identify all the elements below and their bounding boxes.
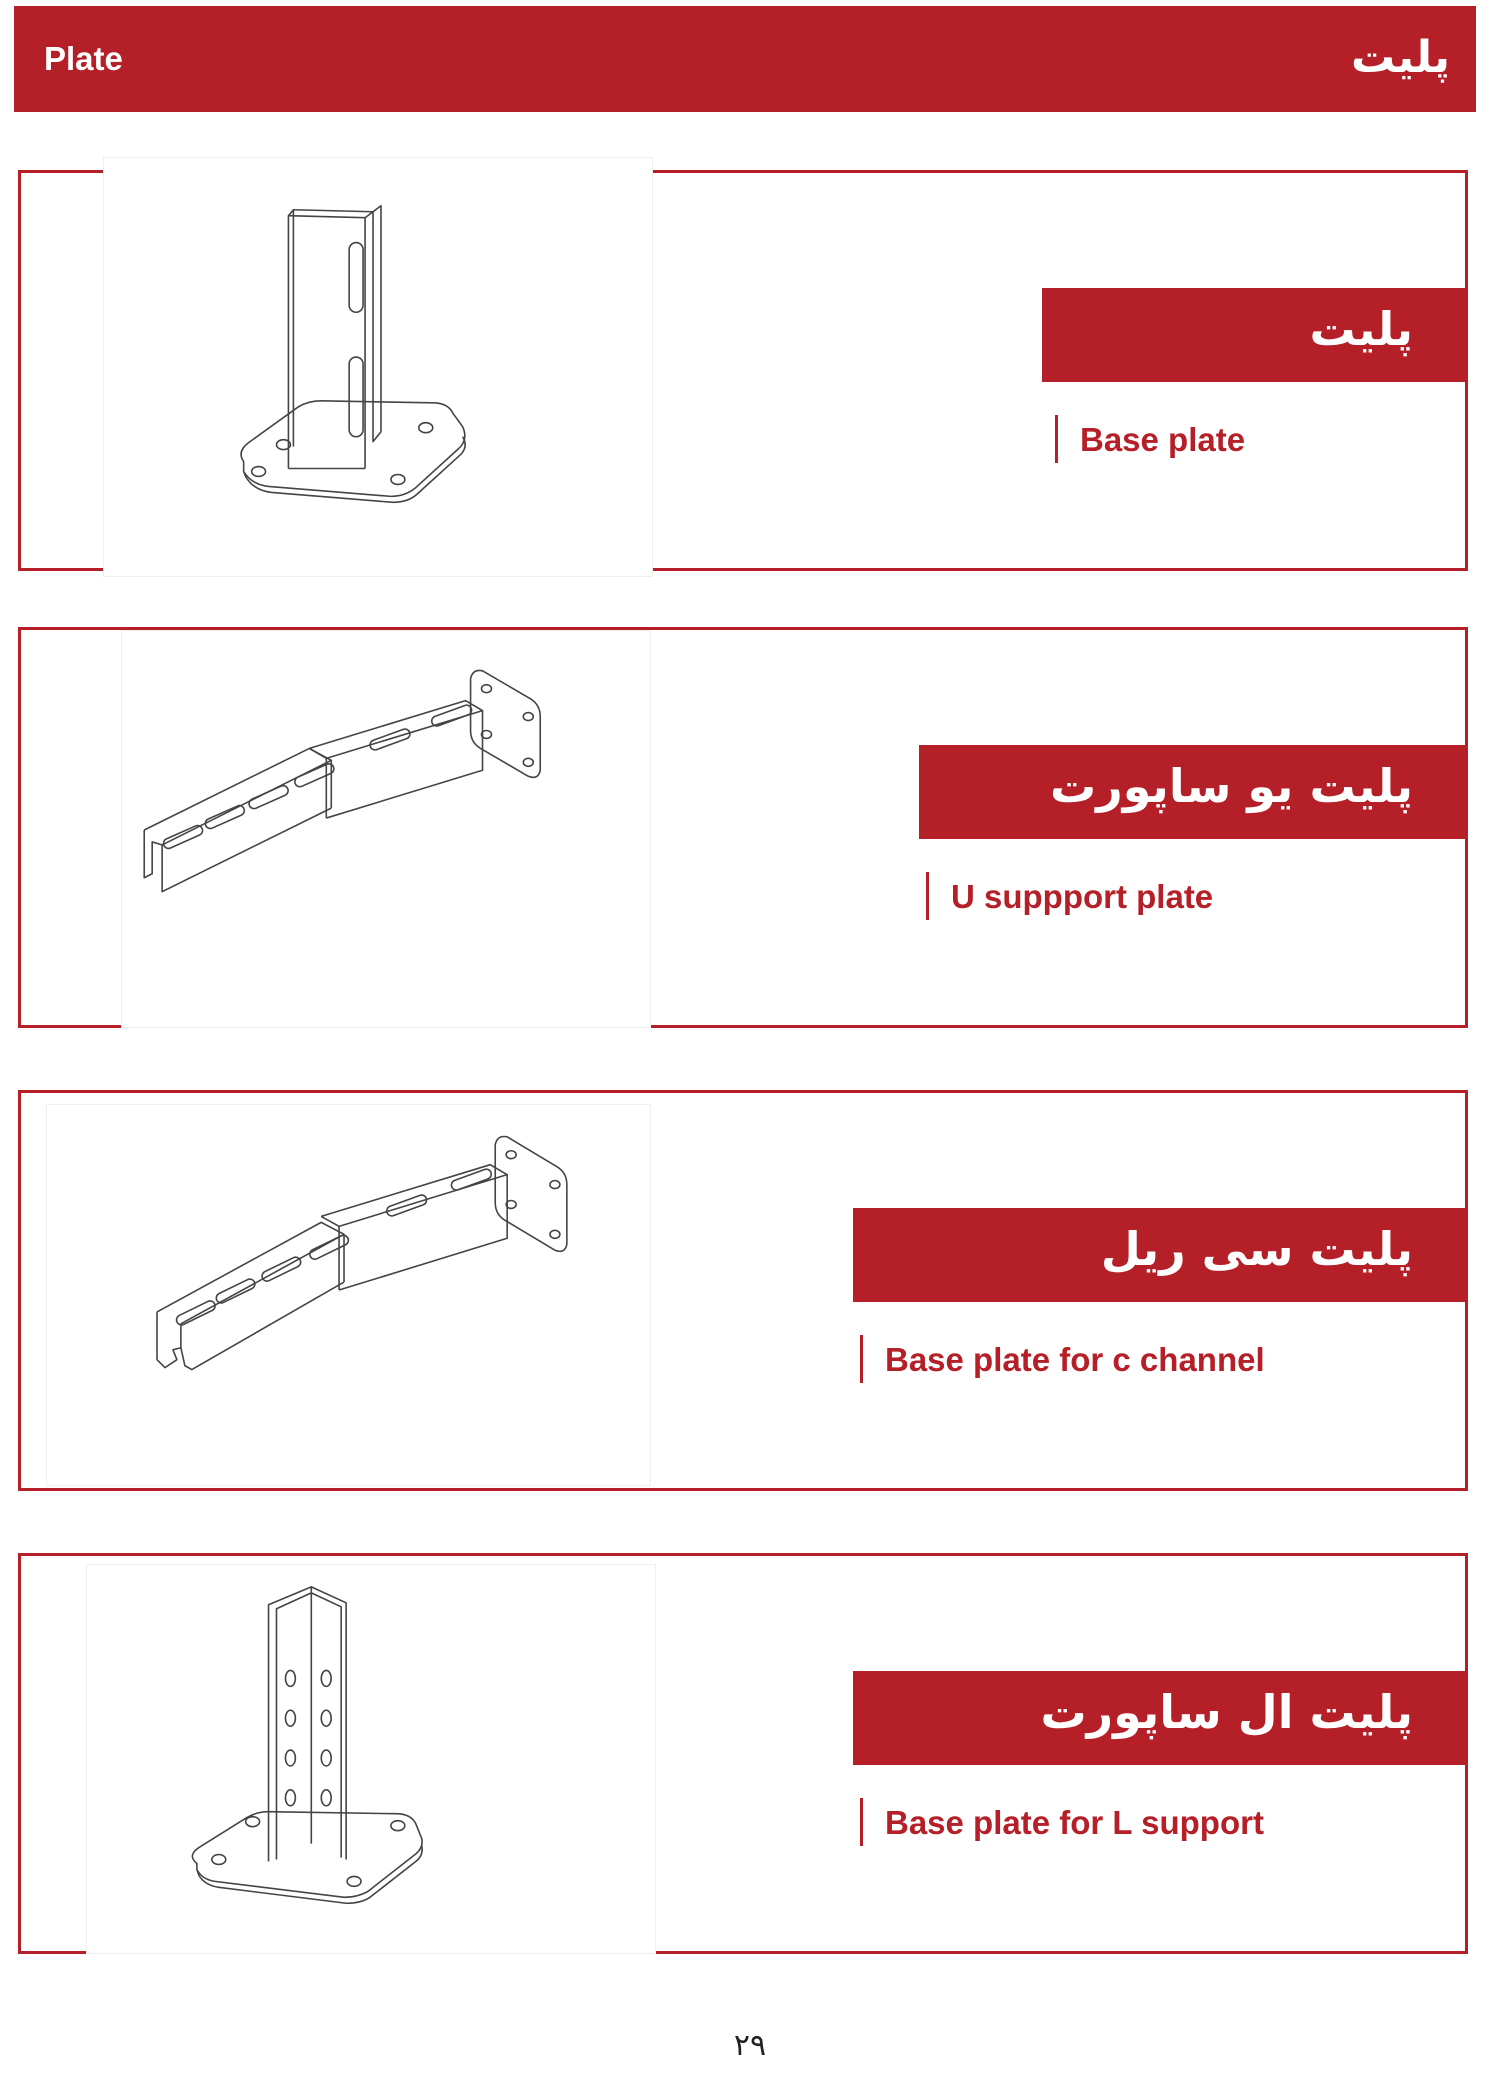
product-title-fa: پلیت سی ریل (1100, 1222, 1413, 1276)
product-title-banner (1042, 288, 1465, 382)
l-support-plate-drawing (86, 1564, 656, 1954)
product-title-banner (853, 1208, 1465, 1302)
c-channel-plate-drawing (46, 1104, 651, 1486)
header-title-en: Plate (44, 40, 123, 77)
u-support-plate-drawing (121, 630, 651, 1028)
product-title-fa: پلیت (1309, 302, 1413, 356)
product-title-en: U suppport plate (926, 872, 1213, 920)
product-card-base-plate (18, 170, 1468, 571)
product-card-l-support-plate (18, 1553, 1468, 1954)
header-title-fa: پلیت (1350, 32, 1450, 83)
product-card-u-support-plate (18, 627, 1468, 1028)
product-title-en: Base plate (1055, 415, 1245, 463)
product-title-en: Base plate for c channel (860, 1335, 1265, 1383)
product-title-banner (853, 1671, 1465, 1765)
product-title-fa: پلیت ال ساپورت (1040, 1685, 1413, 1739)
page-number: ۲۹ (733, 2028, 767, 2063)
product-card-c-channel-plate (18, 1090, 1468, 1491)
product-title-fa: پلیت یو ساپورت (1050, 759, 1413, 813)
base-plate-drawing (103, 157, 653, 577)
page-header (14, 6, 1476, 112)
product-title-en: Base plate for L support (860, 1798, 1264, 1846)
product-title-banner (919, 745, 1465, 839)
